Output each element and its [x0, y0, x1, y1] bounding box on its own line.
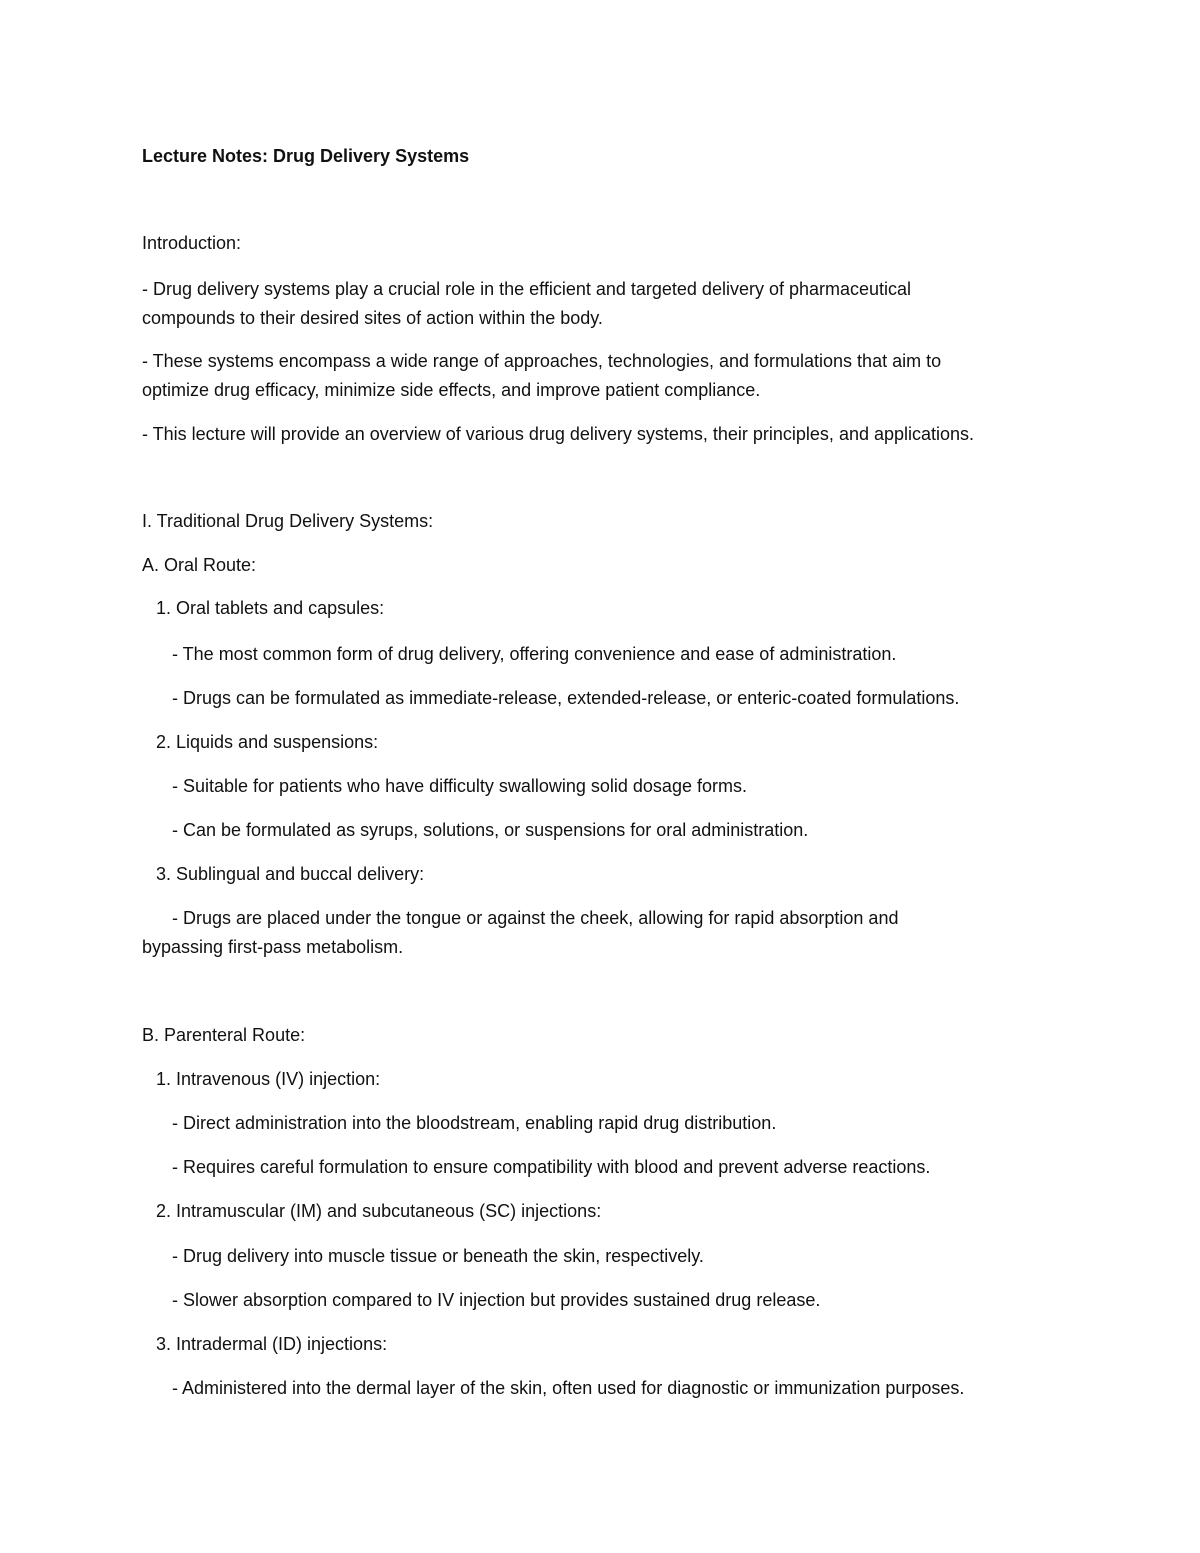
oral-item-2-bullet-2: - Can be formulated as syrups, solutions, or suspensions for oral administration. — [172, 820, 809, 840]
oral-item-1-bullet-2: - Drugs can be formulated as immediate-release, extended-release, or enteric-coated formulations. — [172, 688, 960, 708]
parenteral-item-2-bullet-1: - Drug delivery into muscle tissue or beneath the skin, respectively. — [172, 1246, 704, 1266]
subsection-a-heading: A. Oral Route: — [142, 555, 257, 575]
oral-item-1-heading: 1. Oral tablets and capsules: — [156, 598, 385, 618]
oral-item-3-bullet-1-line-1: - Drugs are placed under the tongue or against the cheek, allowing for rapid absorption and — [172, 908, 899, 928]
parenteral-item-1-bullet-1: - Direct administration into the bloodstream, enabling rapid drug distribution. — [172, 1113, 777, 1133]
intro-bullet-1-line-2: compounds to their desired sites of action within the body. — [142, 308, 603, 328]
parenteral-item-2-bullet-2: - Slower absorption compared to IV injection but provides sustained drug release. — [172, 1290, 821, 1310]
parenteral-item-2-heading: 2. Intramuscular (IM) and subcutaneous (SC) injections: — [156, 1201, 602, 1221]
parenteral-item-1-heading: 1. Intravenous (IV) injection: — [156, 1069, 381, 1089]
intro-bullet-2-line-1: - These systems encompass a wide range of approaches, technologies, and formulations that aim to — [142, 351, 942, 371]
document-title: Lecture Notes: Drug Delivery Systems — [142, 146, 470, 166]
intro-bullet-2-line-2: optimize drug efficacy, minimize side effects, and improve patient compliance. — [142, 380, 761, 400]
oral-item-1-bullet-1: - The most common form of drug delivery, offering convenience and ease of administration. — [172, 644, 897, 664]
parenteral-item-1-bullet-2: - Requires careful formulation to ensure compatibility with blood and prevent adverse reactions. — [172, 1157, 931, 1177]
introduction-heading: Introduction: — [142, 233, 242, 253]
oral-item-3-bullet-1-line-2: bypassing first-pass metabolism. — [142, 937, 404, 957]
section-1-heading: I. Traditional Drug Delivery Systems: — [142, 511, 434, 531]
parenteral-item-3-bullet-1: - Administered into the dermal layer of the skin, often used for diagnostic or immunization purposes. — [172, 1378, 965, 1398]
oral-item-3-heading: 3. Sublingual and buccal delivery: — [156, 864, 425, 884]
subsection-b-heading: B. Parenteral Route: — [142, 1025, 306, 1045]
intro-bullet-3: - This lecture will provide an overview of various drug delivery systems, their principles, and applications. — [142, 424, 975, 444]
oral-item-2-heading: 2. Liquids and suspensions: — [156, 732, 379, 752]
parenteral-item-3-heading: 3. Intradermal (ID) injections: — [156, 1334, 388, 1354]
intro-bullet-1-line-1: - Drug delivery systems play a crucial role in the efficient and targeted delivery of pharmaceutical — [142, 279, 912, 299]
oral-item-2-bullet-1: - Suitable for patients who have difficulty swallowing solid dosage forms. — [172, 776, 747, 796]
